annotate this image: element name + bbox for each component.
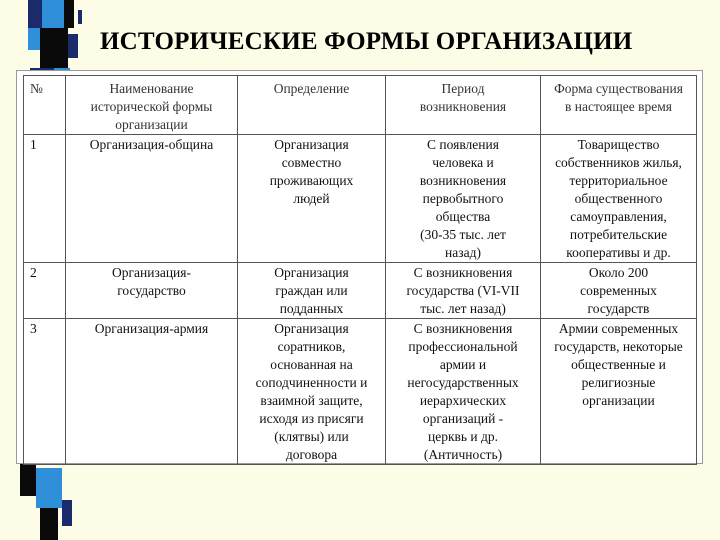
- row-name: Организация-армия: [66, 319, 238, 465]
- row-number: 3: [24, 319, 66, 465]
- table-row: [24, 135, 697, 263]
- row-current-form: Товарищество собственников жилья, территориальное общественного самоуправления, потребительские кооперативы и др.: [541, 135, 697, 263]
- stripe-block: [78, 10, 82, 24]
- row-definition: Организация граждан или подданных: [238, 263, 386, 319]
- header-period: Период возникновения: [386, 76, 541, 135]
- table-header-row: [24, 76, 697, 135]
- row-period: С появления человека и возникновения первобытного общества (30-35 тыс. лет назад): [386, 135, 541, 263]
- stripe-block: [28, 0, 42, 28]
- header-number: №: [24, 76, 66, 135]
- header-definition: Определение: [238, 76, 386, 135]
- header-current-form: Форма существования в настоящее время: [541, 76, 697, 135]
- row-name: Организация-община: [66, 135, 238, 263]
- stripe-block: [36, 468, 62, 508]
- organization-forms-table: [23, 75, 697, 465]
- stripe-block: [42, 0, 64, 28]
- row-number: 1: [24, 135, 66, 263]
- stripe-block: [40, 508, 58, 540]
- slide-title: ИСТОРИЧЕСКИЕ ФОРМЫ ОРГАНИЗАЦИИ: [100, 28, 633, 55]
- header-name: Наименование исторической формы организации: [66, 76, 238, 135]
- row-definition: Организация соратников, основанная на соподчиненности и взаимной защите, исходя из присяги (клятвы) или договора: [238, 319, 386, 465]
- row-period: С возникновения государства (VI-VII тыс. лет назад): [386, 263, 541, 319]
- stripe-block: [62, 500, 72, 526]
- row-number: 2: [24, 263, 66, 319]
- stripe-block: [28, 28, 40, 50]
- row-current-form: Около 200 современных государств: [541, 263, 697, 319]
- row-period: С возникновения профессиональной армии и негосударственных иерархических организаций - церквь и др. (Античность): [386, 319, 541, 465]
- row-name: Организация- государство: [66, 263, 238, 319]
- table-row: [24, 319, 697, 465]
- stripe-block: [20, 462, 36, 496]
- table-frame: [16, 70, 703, 464]
- table-row: [24, 263, 697, 319]
- row-definition: Организация совместно проживающих людей: [238, 135, 386, 263]
- row-current-form: Армии современных государств, некоторые общественные и религиозные организации: [541, 319, 697, 465]
- stripe-block: [64, 0, 74, 28]
- stripe-block: [40, 28, 68, 68]
- stripe-block: [68, 34, 78, 58]
